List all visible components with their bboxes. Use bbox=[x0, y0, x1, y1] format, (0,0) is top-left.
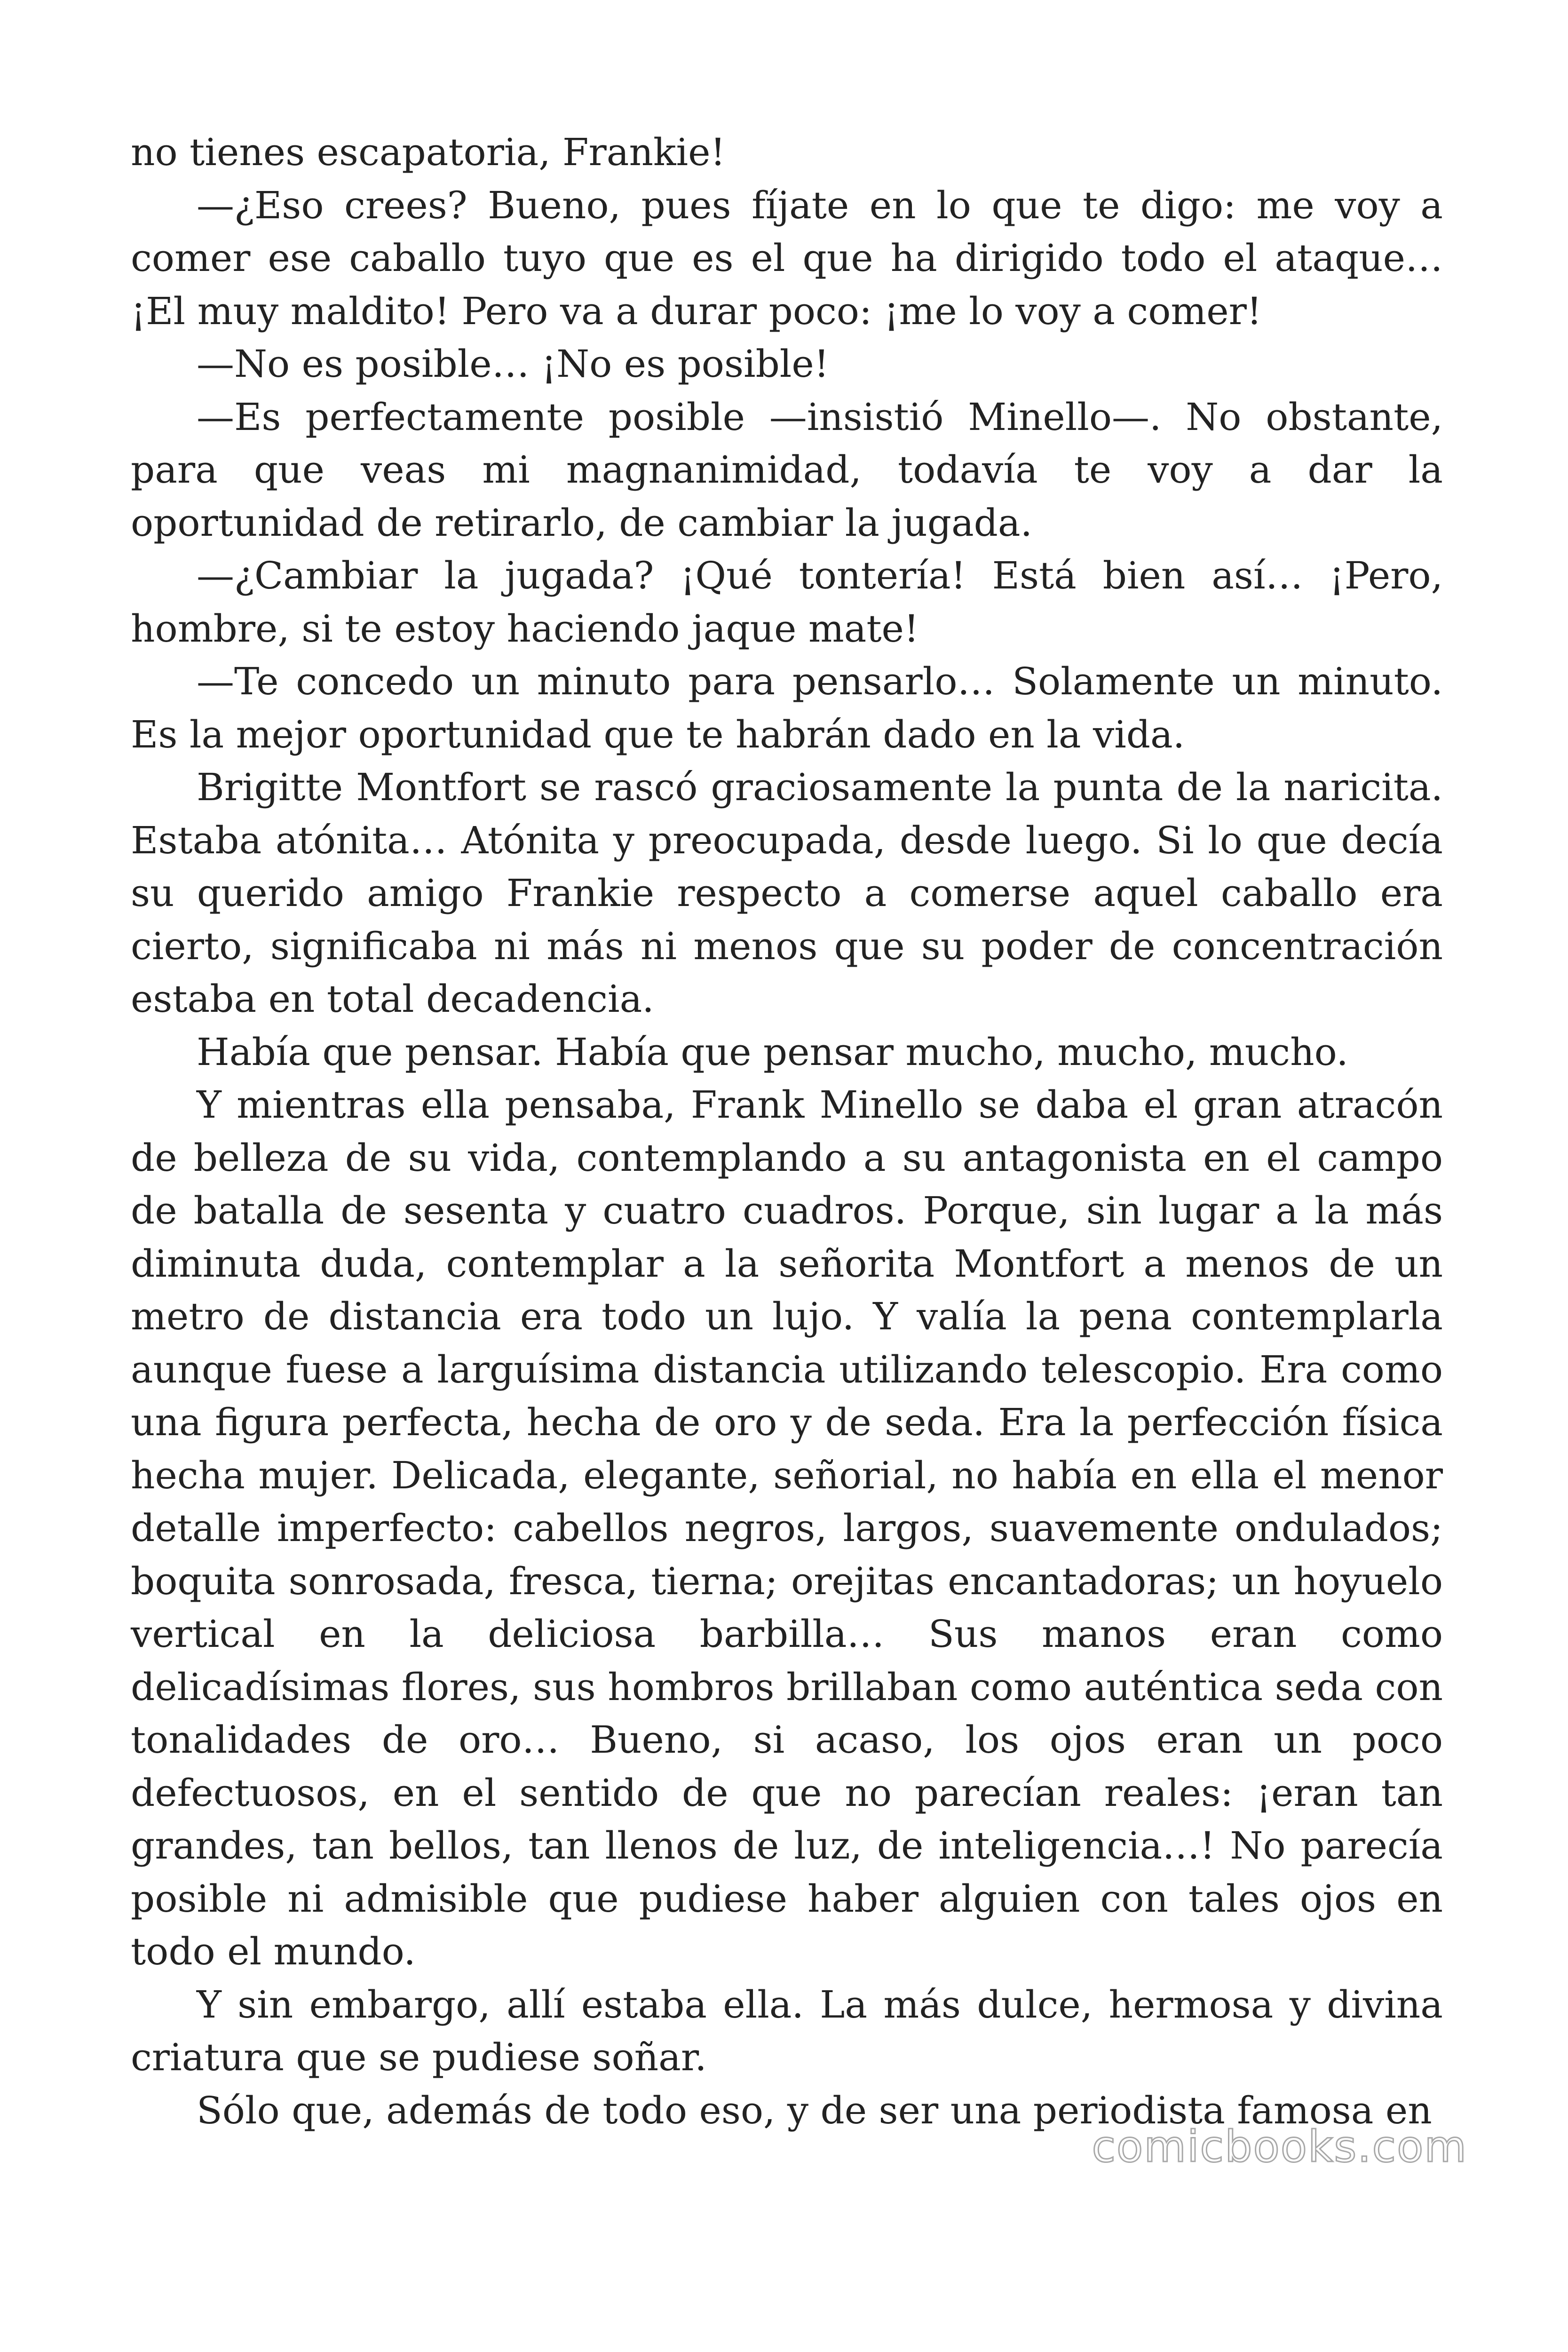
paragraph-9: Y mientras ella pensaba, Frank Minello se daba el gran atracón de belleza de su vida, contemplando a su antagonista en el campo de batalla de sesenta y cuatro cuadros. Porque, sin lugar a la más diminuta duda, contemplar a la señorita Montfort a menos de un metro de distancia era todo un lujo. Y valía la pena contemplarla aunque fuese a larguísima distancia utilizando telescopio. Era como una figura perfecta, hecha de oro y de seda. Era la perfección física hecha mujer. Delicada, elegante, señorial, no había en ella el menor detalle imperfecto: cabellos negros, largos, suavemente ondulados; boquita sonrosada, fresca, tierna; orejitas encantadoras; un hoyuelo vertical en la deliciosa barbilla… Sus manos eran como delicadísimas flores, sus hombros brillaban como auténtica seda con tonalidades de oro… Bueno, si acaso, los ojos eran un poco defectuosos, en el sentido de que no parecían reales: ¡eran tan grandes, tan bellos, tan llenos de luz, de inteligencia…! No parecía posible ni admisible que pudiese haber alguien con tales ojos en todo el mundo. bbox=[131, 1083, 1443, 1973]
paragraph-1: no tienes escapatoria, Frankie! bbox=[131, 130, 726, 174]
paragraph-7: Brigitte Montfort se rascó graciosamente la punta de la naricita. Estaba atónita… Atónita y preocupada, desde luego. Si lo que decía su querido amigo Frankie respecto a comerse aquel caballo era cierto, significaba ni más ni menos que su poder de concentración estaba en total decadencia. bbox=[131, 765, 1443, 1021]
paragraph-4: —Es perfectamente posible —insistió Minello—. No obstante, para que veas mi magnanimidad, todavía te voy a dar la oportunidad de retirarlo, de cambiar la jugada. bbox=[131, 395, 1443, 545]
page-text-block bbox=[131, 126, 1443, 2137]
paragraph-10: Y sin embargo, allí estaba ella. La más dulce, hermosa y divina criatura que se pudiese soñar. bbox=[131, 1982, 1443, 2079]
paragraph-8: Había que pensar. Había que pensar mucho, mucho, mucho. bbox=[197, 1030, 1348, 1074]
paragraph-5: —¿Cambiar la jugada? ¡Qué tontería! Está bien así… ¡Pero, hombre, si te estoy haciendo jaque mate! bbox=[131, 554, 1443, 651]
paragraph-3: —No es posible… ¡No es posible! bbox=[197, 342, 829, 386]
watermark-logo: comicbooks.com bbox=[1092, 2122, 1467, 2172]
paragraph-11: Sólo que, además de todo eso, y de ser una periodista famosa en bbox=[197, 2088, 1432, 2132]
paragraph-2: —¿Eso crees? Bueno, pues fíjate en lo que te digo: me voy a comer ese caballo tuyo que es el que ha dirigido todo el ataque… ¡El muy maldito! Pero va a durar poco: ¡me lo voy a comer! bbox=[131, 183, 1443, 333]
paragraph-6: —Te concedo un minuto para pensarlo… Solamente un minuto. Es la mejor oportunidad que te habrán dado en la vida. bbox=[131, 660, 1443, 756]
